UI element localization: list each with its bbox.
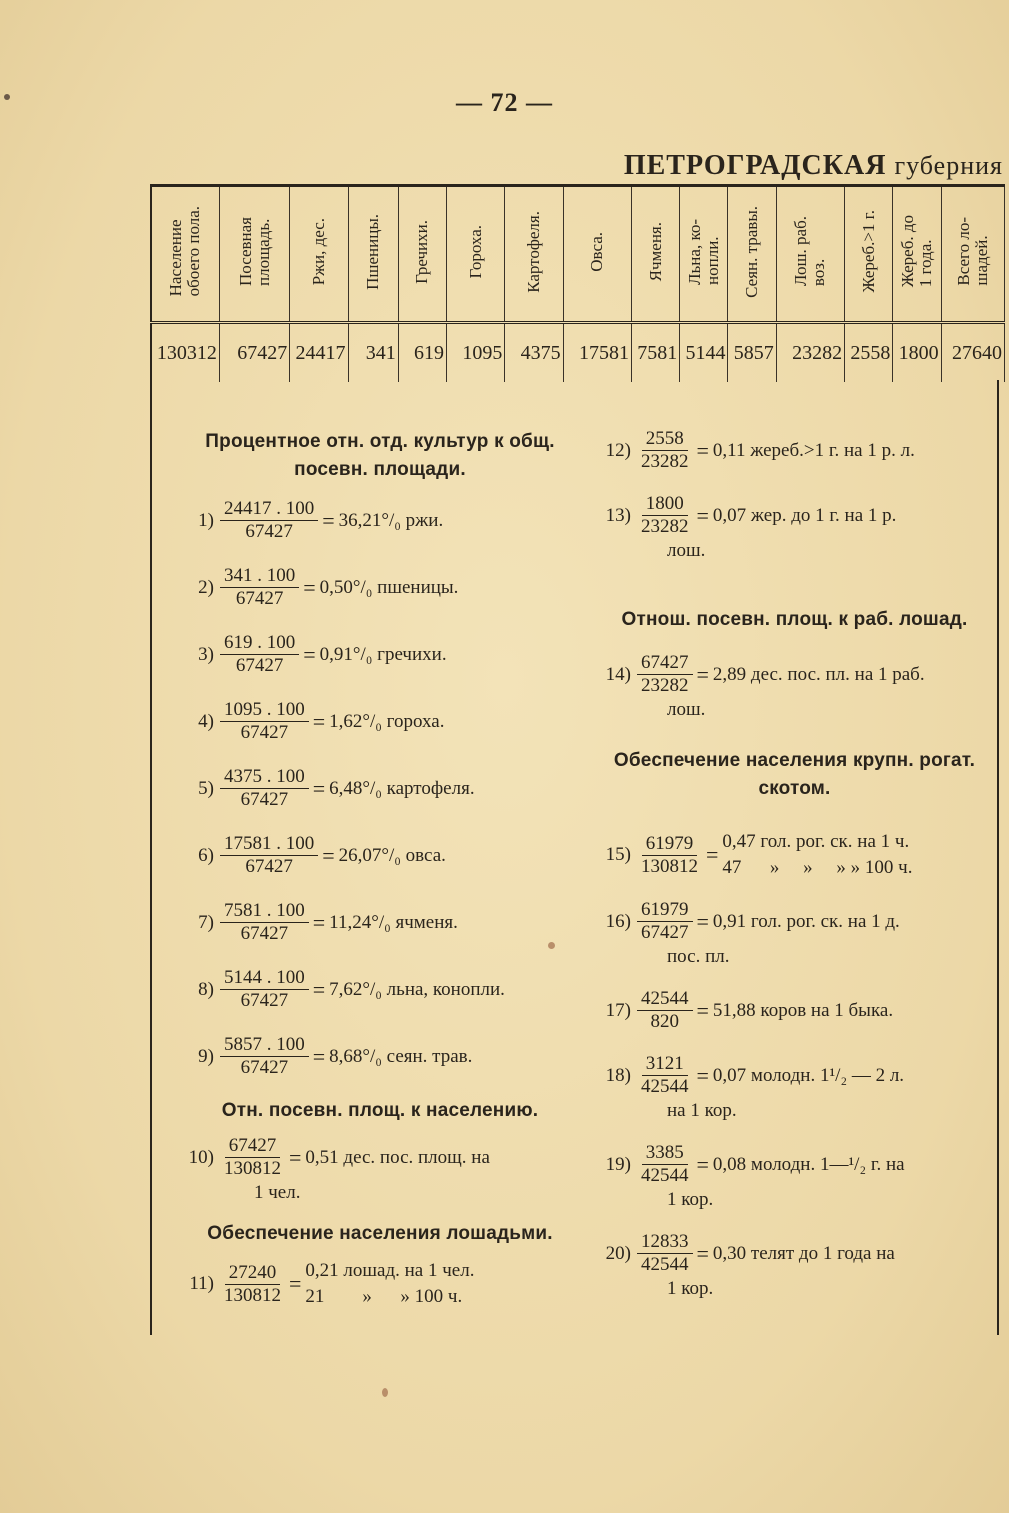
formula-result: 0,07 жер. до 1 г. на 1 р. [712, 504, 897, 526]
formula-19: 19) $\frac{3385}{42544}$ = 0,08 молодн. 1—¹/₂ г. на [597, 1142, 992, 1187]
formula-number: 8) [198, 978, 214, 1000]
formula-result: 26,07°/₀ овса. [338, 844, 446, 866]
formula-result: 0,07 молодн. 1¹/₂ — 2 л. [712, 1064, 905, 1086]
column-header: Гречихи. [398, 186, 446, 323]
numerator: 1095 . 100 [220, 699, 309, 722]
formula-result: 0,51 дес. пос. площ. на [305, 1146, 490, 1168]
formula-number: 2) [198, 576, 214, 598]
right-column [597, 428, 992, 1300]
formula-number: 15) [605, 844, 631, 865]
column-header: Гороха. [447, 186, 505, 323]
section-heading: Обеспечение населения лошадьми. [207, 1223, 553, 1244]
table-cell: 4375 [505, 323, 563, 383]
formula-3: 3) $\frac{619 . 100}{67427}$ = 0,91°/₀ гречихи. [180, 632, 580, 677]
right-border-rule [997, 380, 999, 1335]
title-main: ПЕТРОГРАДСКАЯ [623, 150, 887, 181]
column-header: Население обоего пола. [151, 186, 219, 323]
table-cell: 7581 [631, 323, 679, 383]
formula-9: 9) $\frac{5857 . 100}{67427}$ = 8,68°/₀ сеян. трав. [180, 1034, 580, 1079]
table-cell: 5857 [728, 323, 776, 383]
formula-number: 19) [605, 1153, 631, 1175]
numerator: 42544 [637, 988, 693, 1011]
column-header: Посевная площадь. [219, 186, 289, 323]
denominator: 23282 [641, 675, 689, 696]
formula-number: 18) [605, 1064, 631, 1086]
numerator: 4375 . 100 [220, 766, 309, 789]
numerator: 5144 . 100 [220, 967, 309, 990]
formula-16: 16) $\frac{61979}{67427}$ = 0,91 гол. рог. ск. на 1 д. [597, 899, 992, 944]
denominator: 130812 [224, 1158, 281, 1179]
formula-result: 0,91°/₀ гречихи. [319, 643, 447, 665]
formula-number: 17) [605, 999, 631, 1021]
denominator: 23282 [641, 516, 689, 537]
denominator: 42544 [641, 1076, 689, 1097]
section-heading: Отнош. посевн. площ. к раб. лошад. [621, 609, 968, 630]
table-cell: 17581 [563, 323, 631, 383]
denominator: 67427 [240, 722, 289, 743]
column-header: Ячменя. [631, 186, 679, 323]
section-heading: Процентное отн. отд. культур к общ. посевн. площади. [205, 431, 555, 480]
formula-18: 18) $\frac{3121}{42544}$ = 0,07 молодн. 1¹/₂ — 2 л. [597, 1053, 992, 1098]
column-header: Овса. [563, 186, 631, 323]
formula-result: 21 » » 100 ч. [305, 1286, 463, 1307]
table-cell: 341 [348, 323, 398, 383]
numerator: 24417 . 100 [220, 498, 318, 521]
numerator: 61979 [642, 833, 698, 856]
numerator: 67427 [225, 1135, 281, 1158]
denominator: 67427 [641, 922, 689, 943]
formula-result: 0,91 гол. рог. ск. на 1 д. [712, 910, 900, 932]
numerator: 341 . 100 [220, 565, 299, 588]
formula-continuation: пос. пл. [667, 946, 730, 967]
column-header: Льна, ко- нопли. [680, 186, 728, 323]
formula-2: 2) $\frac{341 . 100}{67427}$ = 0,50°/₀ пшеницы. [180, 565, 580, 610]
denominator: 67427 [240, 923, 289, 944]
left-column [180, 428, 580, 1310]
formula-continuation: лош. [667, 540, 706, 561]
table-cell: 67427 [219, 323, 289, 383]
page-number: — 72 — [456, 88, 553, 117]
formula-7: 7) $\frac{7581 . 100}{67427}$ = 11,24°/₀ ячменя. [180, 900, 580, 945]
formula-result: 36,21°/₀ ржи. [338, 509, 444, 531]
numerator: 3385 [642, 1142, 688, 1165]
formula-continuation: 1 чел. [254, 1182, 301, 1203]
numerator: 61979 [637, 899, 693, 922]
statistics-table [150, 184, 1005, 382]
formula-14: 14) $\frac{67427}{23282}$ = 2,89 дес. пос. пл. на 1 раб. [597, 652, 992, 697]
numerator: 5857 . 100 [220, 1034, 309, 1057]
denominator: 67427 [240, 1057, 289, 1078]
formula-number: 13) [605, 504, 631, 526]
column-header: Лош. раб. воз. [776, 186, 844, 323]
formula-5: 5) $\frac{4375 . 100}{67427}$ = 6,48°/₀ картофеля. [180, 766, 580, 811]
table-cell: 27640 [941, 323, 1004, 383]
denominator: 23282 [641, 451, 689, 472]
formula-15: 15) $\frac{61979}{130812}$ = 0,47 гол. рог. ск. на 1 ч. 47 » » » » 100 ч. [597, 829, 992, 881]
formula-1: 1) $\frac{24417 . 100}{67427}$ = 36,21°/₀ ржи. [180, 498, 580, 543]
paper-stain [4, 94, 10, 100]
formula-10: 10) $\frac{67427}{130812}$ = 0,51 дес. пос. площ. на [180, 1135, 580, 1180]
formula-result: 0,50°/₀ пшеницы. [319, 576, 459, 598]
column-header: Ржи, дес. [290, 186, 348, 323]
formula-4: 4) $\frac{1095 . 100}{67427}$ = 1,62°/₀ гороха. [180, 699, 580, 744]
table-cell: 24417 [290, 323, 348, 383]
formula-result: 8,68°/₀ сеян. трав. [329, 1045, 473, 1067]
numerator: 1800 [642, 493, 688, 516]
formula-number: 6) [198, 844, 214, 866]
page-title [624, 150, 1003, 182]
paper-stain [548, 942, 555, 949]
numerator: 67427 [637, 652, 693, 675]
formula-11: 11) $\frac{27240}{130812}$ = 0,21 лошад. на 1 чел. 21 » » 100 ч. [180, 1258, 580, 1310]
numerator: 3121 [642, 1053, 688, 1076]
formula-13: 13) $\frac{1800}{23282}$ = 0,07 жер. до 1 г. на 1 р. [597, 493, 992, 538]
formula-continuation: на 1 кор. [667, 1100, 737, 1121]
formula-number: 7) [198, 911, 214, 933]
denominator: 67427 [235, 655, 284, 676]
formula-result: 47 » » » » 100 ч. [722, 857, 913, 878]
numerator: 2558 [642, 428, 688, 451]
column-header: Всего ло- шадей. [941, 186, 1004, 323]
denominator: 42544 [641, 1165, 689, 1186]
formula-continuation: 1 кор. [667, 1278, 714, 1299]
numerator: 7581 . 100 [220, 900, 309, 923]
formula-result: 1,62°/₀ гороха. [329, 710, 445, 732]
title-sub: губерния [894, 151, 1003, 180]
denominator: 67427 [240, 990, 289, 1011]
formula-result: 11,24°/₀ ячменя. [329, 911, 458, 933]
denominator: 67427 [245, 856, 293, 877]
table-cell: 619 [398, 323, 446, 383]
formula-12: 12) $\frac{2558}{23282}$ = 0,11 жереб.>1 г. на 1 р. л. [597, 428, 992, 473]
formula-number: 1) [198, 509, 214, 531]
numerator: 12833 [637, 1231, 693, 1254]
formula-result: 2,89 дес. пос. пл. на 1 раб. [712, 663, 925, 685]
formula-number: 10) [188, 1146, 214, 1168]
numerator: 17581 . 100 [220, 833, 318, 856]
denominator: 130812 [224, 1284, 281, 1306]
formula-result: 0,21 лошад. на 1 чел. [305, 1260, 475, 1281]
formula-result: 0,11 жереб.>1 г. на 1 р. л. [712, 439, 915, 461]
formula-6: 6) $\frac{17581 . 100}{67427}$ = 26,07°/₀ овса. [180, 833, 580, 878]
denominator: 67427 [245, 521, 293, 542]
table-cell: 1800 [893, 323, 941, 383]
numerator: 27240 [225, 1262, 281, 1285]
denominator: 67427 [240, 789, 289, 810]
formula-number: 9) [198, 1045, 214, 1067]
formula-result: 51,88 коров на 1 быка. [712, 999, 894, 1021]
table-row [151, 323, 1005, 383]
column-header: Жереб. до 1 года. [893, 186, 941, 323]
formula-number: 14) [605, 663, 631, 685]
paper-stain [382, 1388, 388, 1397]
denominator: 130812 [641, 855, 698, 877]
formula-8: 8) $\frac{5144 . 100}{67427}$ = 7,62°/₀ льна, конопли. [180, 967, 580, 1012]
column-header: Картофеля. [505, 186, 563, 323]
formula-number: 20) [605, 1242, 631, 1264]
numerator: 619 . 100 [220, 632, 299, 655]
formula-result: 0,47 гол. рог. ск. на 1 ч. [722, 831, 910, 852]
formula-result: 6,48°/₀ картофеля. [329, 777, 475, 799]
column-header: Пшеницы. [348, 186, 398, 323]
formula-17: 17) $\frac{42544}{820}$ = 51,88 коров на 1 быка. [597, 988, 992, 1033]
formula-result: 0,30 телят до 1 года на [712, 1242, 895, 1264]
formula-result: 0,08 молодн. 1—¹/₂ г. на [712, 1153, 905, 1175]
left-border-rule [150, 380, 152, 1335]
table-cell: 2558 [845, 323, 893, 383]
formula-number: 11) [189, 1273, 214, 1294]
formula-number: 16) [605, 910, 631, 932]
table-cell: 1095 [447, 323, 505, 383]
formula-number: 5) [198, 777, 214, 799]
formula-continuation: лош. [667, 699, 706, 720]
formula-number: 12) [605, 439, 631, 461]
table-cell: 5144 [680, 323, 728, 383]
denominator: 820 [650, 1011, 679, 1032]
column-header: Жереб.>1 г. [845, 186, 893, 323]
table-header-row [151, 186, 1005, 323]
formula-result: 7,62°/₀ льна, конопли. [329, 978, 505, 1000]
section-heading: Отн. посевн. площ. к населению. [221, 1100, 539, 1121]
section-heading: Обеспечение населения крупн. рогат. скотом. [613, 750, 976, 799]
denominator: 67427 [235, 588, 284, 609]
column-header: Сеян. травы. [728, 186, 776, 323]
formula-number: 4) [198, 710, 214, 732]
denominator: 42544 [641, 1254, 689, 1275]
table-cell: 130312 [151, 323, 219, 383]
formula-number: 3) [198, 643, 214, 665]
table-cell: 23282 [776, 323, 844, 383]
formula-20: 20) $\frac{12833}{42544}$ = 0,30 телят до 1 года на [597, 1231, 992, 1276]
formula-continuation: 1 кор. [667, 1189, 714, 1210]
